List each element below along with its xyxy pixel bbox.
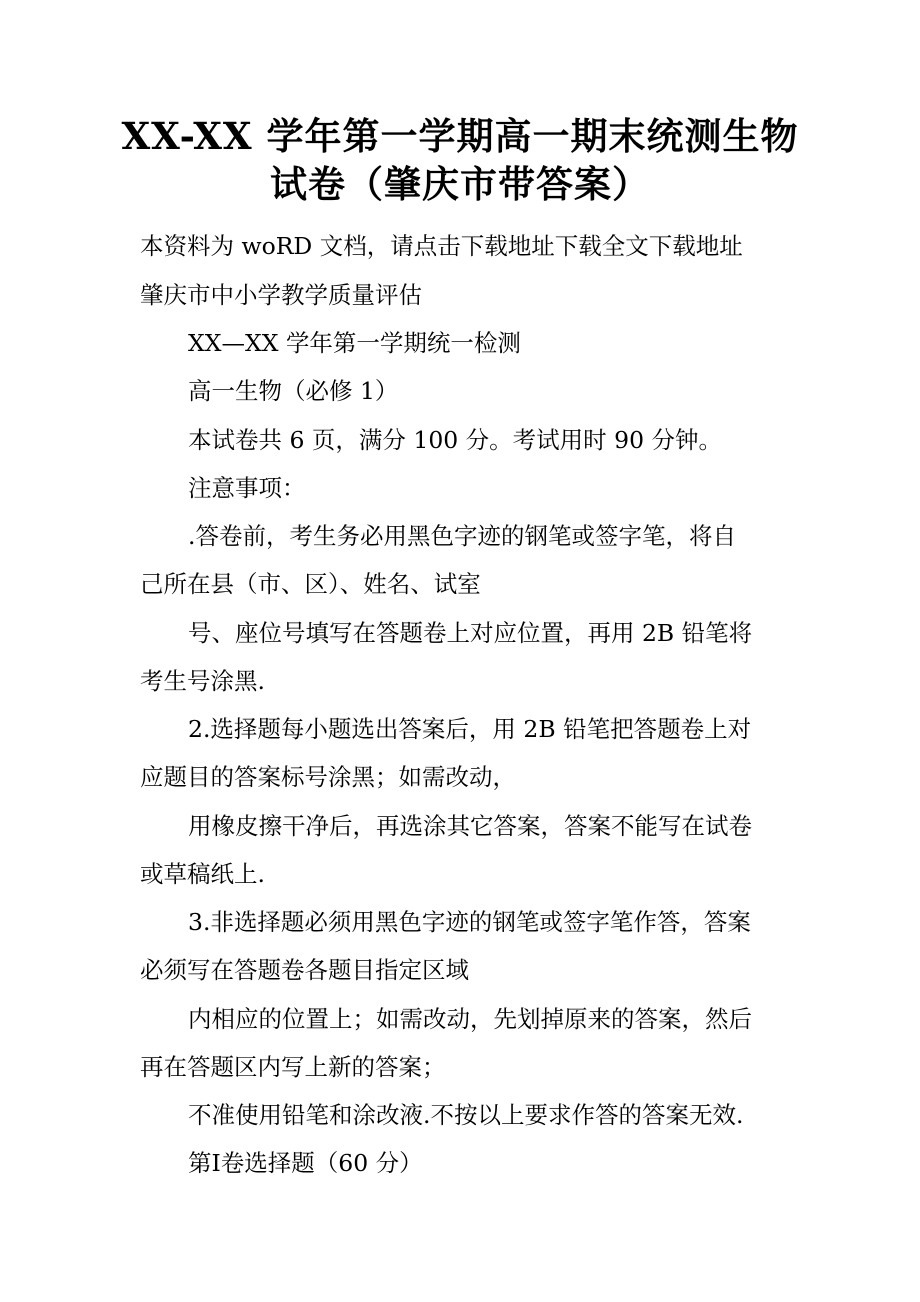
note-1-line-3: 号、座位号填写在答题卷上对应位置，再用 2B 铅笔将 xyxy=(188,619,753,647)
document-title-line-2: 试卷（肇庆市带答案） xyxy=(270,162,650,206)
note-1-line-2: 己所在县（市、区）、姓名、试室 xyxy=(140,570,481,598)
notes-heading: 注意事项： xyxy=(188,474,306,502)
exam-info-line: 本试卷共 6 页，满分 100 分。考试用时 90 分钟。 xyxy=(188,426,723,454)
exam-term-line: XX—XX 学年第一学期统一检测 xyxy=(188,329,521,357)
subject-line: 高一生物（必修 1） xyxy=(188,377,399,405)
note-2-line-1: 2.选择题每小题选出答案后，用 2B 铅笔把答题卷上对 xyxy=(188,715,752,743)
note-1-line-4: 考生号涂黑. xyxy=(140,667,265,695)
note-3-line-4: 再在答题区内写上新的答案； xyxy=(140,1053,446,1081)
note-3-line-5: 不准使用铅笔和涂改液.不按以上要求作答的答案无效. xyxy=(188,1101,744,1129)
issuer-line: 肇庆市中小学教学质量评估 xyxy=(140,281,422,309)
note-2-line-4: 或草稿纸上. xyxy=(140,860,265,888)
note-2-line-2: 应题目的答案标号涂黑；如需改动， xyxy=(140,763,516,791)
document-title-line-1: XX-XX 学年第一学期高一期末统测生物 xyxy=(121,114,799,158)
note-3-line-3: 内相应的位置上；如需改动，先划掉原来的答案，然后 xyxy=(188,1005,752,1033)
note-1-line-1: .答卷前，考生务必用黑色字迹的钢笔或签字笔，将自 xyxy=(188,522,736,550)
note-3-line-2: 必须写在答题卷各题目指定区域 xyxy=(140,956,469,984)
note-3-line-1: 3.非选择题必须用黑色字迹的钢笔或签字笔作答，答案 xyxy=(188,908,751,936)
section-1-heading: 第Ⅰ卷选择题（60 分） xyxy=(188,1149,423,1177)
intro-download-notice: 本资料为 woRD 文档，请点击下载地址下载全文下载地址 xyxy=(140,232,743,260)
note-2-line-3: 用橡皮擦干净后，再选涂其它答案，答案不能写在试卷 xyxy=(188,812,752,840)
